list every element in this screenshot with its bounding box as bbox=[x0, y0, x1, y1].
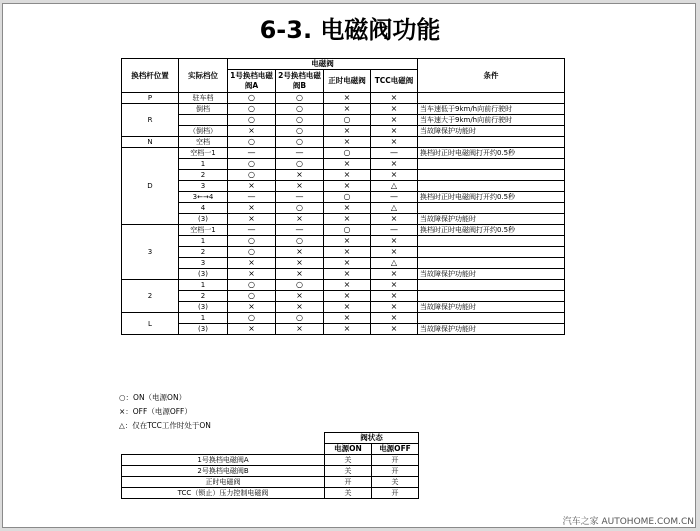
condition-cell bbox=[418, 280, 565, 291]
gear-cell: 2 bbox=[179, 170, 228, 181]
timing-solenoid-cell: ○ bbox=[324, 192, 371, 203]
solenoid-a-cell: ○ bbox=[228, 159, 276, 170]
tcc-solenoid-cell: × bbox=[371, 170, 418, 181]
tcc-solenoid-cell: × bbox=[371, 159, 418, 170]
gear-cell: 3←→4 bbox=[179, 192, 228, 203]
tcc-solenoid-cell: × bbox=[371, 313, 418, 324]
table-row bbox=[122, 93, 565, 104]
table-row bbox=[122, 466, 419, 477]
valve-name-cell: TCC（锁止）压力控制电磁阀 bbox=[122, 488, 325, 499]
timing-solenoid-cell: ○ bbox=[324, 148, 371, 159]
header-timing-solenoid: 正时电磁阀 bbox=[324, 70, 371, 93]
legend-off: ×：OFF（电源OFF） bbox=[119, 407, 192, 416]
condition-cell: 当故障保护功能时 bbox=[418, 302, 565, 313]
table-row bbox=[122, 137, 565, 148]
table-row bbox=[122, 313, 565, 324]
table-row bbox=[122, 225, 565, 236]
table-row bbox=[122, 148, 565, 159]
solenoid-b-cell: × bbox=[276, 258, 324, 269]
header-solenoid-a: 1号换档电磁阀A bbox=[228, 70, 276, 93]
lever-position-cell: D bbox=[122, 148, 179, 225]
timing-solenoid-cell: × bbox=[324, 269, 371, 280]
solenoid-b-cell: ○ bbox=[276, 126, 324, 137]
state-table-corner bbox=[122, 433, 325, 455]
condition-cell: 当故障保护功能时 bbox=[418, 126, 565, 137]
condition-cell bbox=[418, 159, 565, 170]
header-solenoid-group: 电磁阀 bbox=[228, 59, 418, 70]
header-tcc-solenoid: TCC电磁阀 bbox=[371, 70, 418, 93]
timing-solenoid-cell: × bbox=[324, 170, 371, 181]
tcc-solenoid-cell: × bbox=[371, 247, 418, 258]
table-row bbox=[122, 291, 565, 302]
solenoid-a-cell: — bbox=[228, 192, 276, 203]
table-row bbox=[122, 280, 565, 291]
gear-cell: (3) bbox=[179, 302, 228, 313]
power-on-cell: 开 bbox=[325, 477, 372, 488]
valve-state-table bbox=[121, 432, 419, 499]
tcc-solenoid-cell: × bbox=[371, 302, 418, 313]
tcc-solenoid-cell: × bbox=[371, 104, 418, 115]
timing-solenoid-cell: × bbox=[324, 302, 371, 313]
gear-cell: (3) bbox=[179, 269, 228, 280]
solenoid-a-cell: ○ bbox=[228, 170, 276, 181]
tcc-solenoid-cell: × bbox=[371, 93, 418, 104]
valve-name-cell: 1号换档电磁阀A bbox=[122, 455, 325, 466]
tcc-solenoid-cell: × bbox=[371, 137, 418, 148]
condition-cell: 当故障保护功能时 bbox=[418, 269, 565, 280]
solenoid-b-cell: × bbox=[276, 214, 324, 225]
timing-solenoid-cell: × bbox=[324, 126, 371, 137]
solenoid-b-cell: × bbox=[276, 302, 324, 313]
tcc-solenoid-cell: △ bbox=[371, 181, 418, 192]
page-title: 6-3. 电磁阀功能 bbox=[259, 16, 441, 44]
lever-position-cell: R bbox=[122, 104, 179, 137]
gear-cell: 4 bbox=[179, 203, 228, 214]
timing-solenoid-cell: × bbox=[324, 137, 371, 148]
solenoid-a-cell: × bbox=[228, 258, 276, 269]
tcc-solenoid-cell: — bbox=[371, 225, 418, 236]
top-strip bbox=[2, 0, 152, 5]
timing-solenoid-cell: × bbox=[324, 203, 371, 214]
gear-cell: 空档 bbox=[179, 137, 228, 148]
solenoid-b-cell: × bbox=[276, 247, 324, 258]
solenoid-b-cell: ○ bbox=[276, 313, 324, 324]
lever-position-cell: N bbox=[122, 137, 179, 148]
condition-cell: 当车速大于9km/h向前行驶时 bbox=[418, 115, 565, 126]
gear-cell: (3) bbox=[179, 324, 228, 335]
table-row bbox=[122, 247, 565, 258]
gear-cell: 空档一1 bbox=[179, 148, 228, 159]
table-row bbox=[122, 302, 565, 313]
timing-solenoid-cell: ○ bbox=[324, 115, 371, 126]
gear-cell bbox=[179, 115, 228, 126]
table-row bbox=[122, 236, 565, 247]
solenoid-a-cell: ○ bbox=[228, 104, 276, 115]
solenoid-b-cell: — bbox=[276, 148, 324, 159]
watermark: 汽车之家 AUTOHOME.COM.CN bbox=[562, 517, 694, 527]
solenoid-a-cell: — bbox=[228, 225, 276, 236]
tcc-solenoid-cell: △ bbox=[371, 203, 418, 214]
power-off-cell: 开 bbox=[372, 466, 419, 477]
table-row bbox=[122, 104, 565, 115]
solenoid-b-cell: × bbox=[276, 269, 324, 280]
gear-cell: 1 bbox=[179, 313, 228, 324]
gear-cell: (3) bbox=[179, 214, 228, 225]
solenoid-a-cell: ○ bbox=[228, 291, 276, 302]
condition-cell bbox=[418, 236, 565, 247]
table-row bbox=[122, 258, 565, 269]
lever-position-cell: L bbox=[122, 313, 179, 335]
solenoid-a-cell: ○ bbox=[228, 93, 276, 104]
solenoid-a-cell: × bbox=[228, 269, 276, 280]
condition-cell bbox=[418, 93, 565, 104]
table-row bbox=[122, 203, 565, 214]
timing-solenoid-cell: ○ bbox=[324, 225, 371, 236]
solenoid-b-cell: ○ bbox=[276, 115, 324, 126]
header-condition: 条件 bbox=[418, 59, 565, 93]
gear-cell: 2 bbox=[179, 291, 228, 302]
table-row bbox=[122, 455, 419, 466]
table-row bbox=[122, 181, 565, 192]
header-solenoid-b: 2号换档电磁阀B bbox=[276, 70, 324, 93]
state-header-group: 阀状态 bbox=[325, 433, 419, 444]
power-off-cell: 开 bbox=[372, 455, 419, 466]
gear-cell: 1 bbox=[179, 159, 228, 170]
condition-cell: 换档时正时电磁阀打开约0.5秒 bbox=[418, 192, 565, 203]
timing-solenoid-cell: × bbox=[324, 258, 371, 269]
gear-cell: 驻车档 bbox=[179, 93, 228, 104]
solenoid-a-cell: × bbox=[228, 214, 276, 225]
solenoid-a-cell: ○ bbox=[228, 115, 276, 126]
condition-cell: 当车速低于9km/h向前行驶时 bbox=[418, 104, 565, 115]
solenoid-b-cell: × bbox=[276, 170, 324, 181]
condition-cell bbox=[418, 291, 565, 302]
solenoid-b-cell: — bbox=[276, 192, 324, 203]
header-lever: 换档杆位置 bbox=[122, 59, 179, 93]
timing-solenoid-cell: × bbox=[324, 181, 371, 192]
solenoid-b-cell: — bbox=[276, 225, 324, 236]
valve-name-cell: 2号换档电磁阀B bbox=[122, 466, 325, 477]
table-row bbox=[122, 159, 565, 170]
power-on-cell: 关 bbox=[325, 488, 372, 499]
tcc-solenoid-cell: × bbox=[371, 280, 418, 291]
tcc-solenoid-cell: × bbox=[371, 291, 418, 302]
table-row bbox=[122, 477, 419, 488]
valve-name-cell: 正时电磁阀 bbox=[122, 477, 325, 488]
tcc-solenoid-cell: — bbox=[371, 192, 418, 203]
power-off-cell: 关 bbox=[372, 477, 419, 488]
solenoid-b-cell: × bbox=[276, 291, 324, 302]
tcc-solenoid-cell: × bbox=[371, 324, 418, 335]
table-row bbox=[122, 192, 565, 203]
tcc-solenoid-cell: × bbox=[371, 115, 418, 126]
condition-cell bbox=[418, 247, 565, 258]
table-row bbox=[122, 488, 419, 499]
gear-cell: （倒档） bbox=[179, 126, 228, 137]
table-row bbox=[122, 214, 565, 225]
solenoid-b-cell: × bbox=[276, 181, 324, 192]
solenoid-a-cell: × bbox=[228, 181, 276, 192]
gear-cell: 空档一1 bbox=[179, 225, 228, 236]
gear-cell: 3 bbox=[179, 258, 228, 269]
tcc-solenoid-cell: × bbox=[371, 126, 418, 137]
power-off-cell: 开 bbox=[372, 488, 419, 499]
solenoid-a-cell: × bbox=[228, 324, 276, 335]
gear-cell: 3 bbox=[179, 181, 228, 192]
solenoid-a-cell: — bbox=[228, 148, 276, 159]
solenoid-a-cell: × bbox=[228, 302, 276, 313]
solenoid-a-cell: ○ bbox=[228, 313, 276, 324]
timing-solenoid-cell: × bbox=[324, 93, 371, 104]
solenoid-function-table bbox=[121, 58, 565, 335]
table-row bbox=[122, 324, 565, 335]
solenoid-b-cell: ○ bbox=[276, 203, 324, 214]
lever-position-cell: 3 bbox=[122, 225, 179, 280]
power-on-cell: 关 bbox=[325, 466, 372, 477]
timing-solenoid-cell: × bbox=[324, 313, 371, 324]
solenoid-b-cell: ○ bbox=[276, 236, 324, 247]
table-row bbox=[122, 115, 565, 126]
state-header-on: 电源ON bbox=[325, 444, 372, 455]
solenoid-b-cell: × bbox=[276, 324, 324, 335]
solenoid-a-cell: ○ bbox=[228, 137, 276, 148]
condition-cell bbox=[418, 181, 565, 192]
timing-solenoid-cell: × bbox=[324, 104, 371, 115]
solenoid-b-cell: ○ bbox=[276, 137, 324, 148]
gear-cell: 1 bbox=[179, 236, 228, 247]
timing-solenoid-cell: × bbox=[324, 236, 371, 247]
condition-cell: 换档时正时电磁阀打开约0.5秒 bbox=[418, 148, 565, 159]
condition-cell: 换档时正时电磁阀打开约0.5秒 bbox=[418, 225, 565, 236]
timing-solenoid-cell: × bbox=[324, 324, 371, 335]
tcc-solenoid-cell: × bbox=[371, 236, 418, 247]
solenoid-b-cell: ○ bbox=[276, 280, 324, 291]
header-gear: 实际档位 bbox=[179, 59, 228, 93]
solenoid-b-cell: ○ bbox=[276, 159, 324, 170]
timing-solenoid-cell: × bbox=[324, 214, 371, 225]
legend-on: ○：ON（电源ON） bbox=[119, 393, 187, 402]
solenoid-a-cell: ○ bbox=[228, 280, 276, 291]
solenoid-a-cell: × bbox=[228, 126, 276, 137]
power-on-cell: 关 bbox=[325, 455, 372, 466]
condition-cell bbox=[418, 203, 565, 214]
tcc-solenoid-cell: △ bbox=[371, 258, 418, 269]
solenoid-b-cell: ○ bbox=[276, 104, 324, 115]
timing-solenoid-cell: × bbox=[324, 247, 371, 258]
state-header-off: 电源OFF bbox=[372, 444, 419, 455]
condition-cell: 当故障保护功能时 bbox=[418, 324, 565, 335]
table-row bbox=[122, 269, 565, 280]
timing-solenoid-cell: × bbox=[324, 280, 371, 291]
tcc-solenoid-cell: — bbox=[371, 148, 418, 159]
tcc-solenoid-cell: × bbox=[371, 269, 418, 280]
lever-position-cell: P bbox=[122, 93, 179, 104]
legend-tcc: △：仅在TCC工作时处于ON bbox=[119, 421, 211, 430]
solenoid-a-cell: ○ bbox=[228, 247, 276, 258]
lever-position-cell: 2 bbox=[122, 280, 179, 313]
table-row bbox=[122, 170, 565, 181]
gear-cell: 倒档 bbox=[179, 104, 228, 115]
timing-solenoid-cell: × bbox=[324, 159, 371, 170]
gear-cell: 2 bbox=[179, 247, 228, 258]
gear-cell: 1 bbox=[179, 280, 228, 291]
condition-cell bbox=[418, 313, 565, 324]
condition-cell bbox=[418, 258, 565, 269]
solenoid-b-cell: ○ bbox=[276, 93, 324, 104]
table-row bbox=[122, 126, 565, 137]
tcc-solenoid-cell: × bbox=[371, 214, 418, 225]
condition-cell: 当故障保护功能时 bbox=[418, 214, 565, 225]
condition-cell bbox=[418, 170, 565, 181]
solenoid-a-cell: × bbox=[228, 203, 276, 214]
condition-cell bbox=[418, 137, 565, 148]
timing-solenoid-cell: × bbox=[324, 291, 371, 302]
solenoid-a-cell: ○ bbox=[228, 236, 276, 247]
